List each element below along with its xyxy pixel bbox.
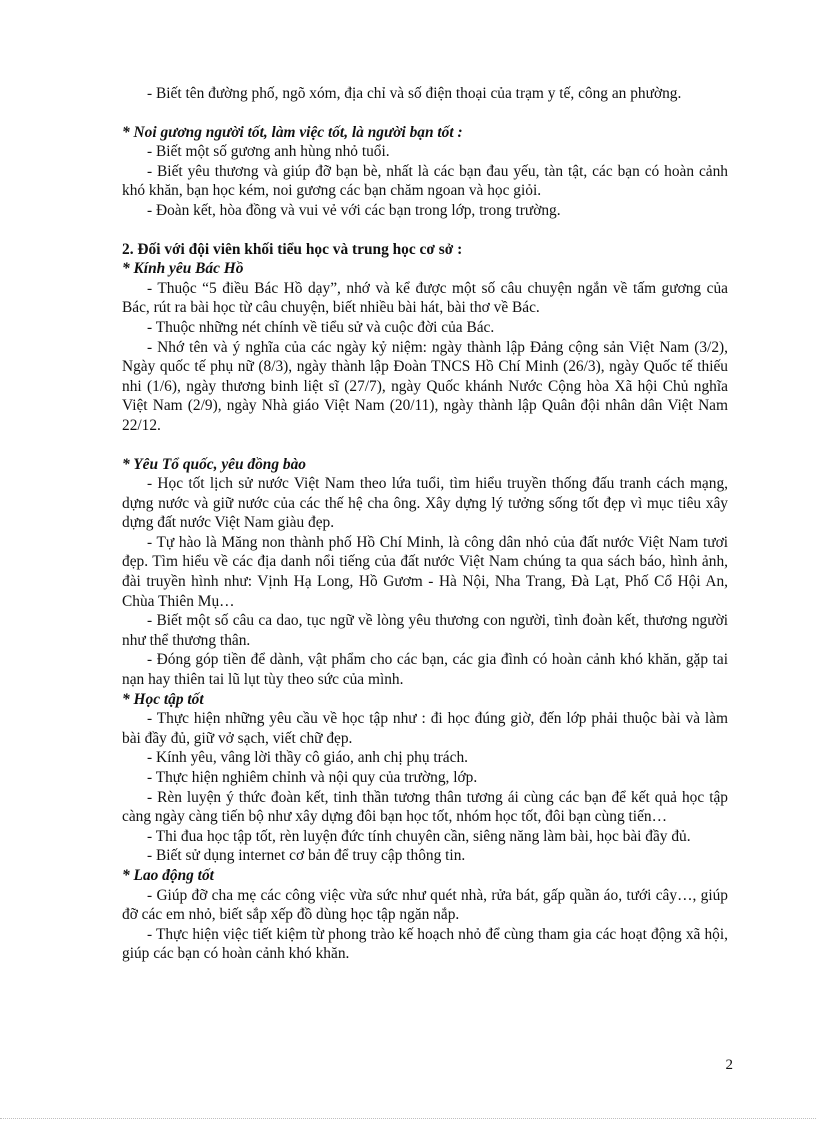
paragraph: - Thuộc “5 điều Bác Hồ dạy”, nhớ và kể được một số câu chuyện ngắn về tấm gương của Bác, rút ra bài học từ câu chuyện, biết nhiều bài hát, bài thơ về Bác. bbox=[122, 279, 728, 317]
paragraph: - Tự hào là Măng non thành phố Hồ Chí Minh, là công dân nhỏ của đất nước Việt Nam tươi đẹp. Tìm hiểu về các địa danh nổi tiếng của đất nước Việt Nam chúng ta qua sách báo, hình ảnh, đài truyền hình như: Vịnh Hạ Long, Hồ Gươm - Hà Nội, Nha Trang, Đà Lạt, Phố Cổ Hội An, Chùa Thiên Mụ… bbox=[122, 533, 728, 610]
spacer bbox=[122, 221, 728, 240]
paragraph: - Nhớ tên và ý nghĩa của các ngày kỷ niệm: ngày thành lập Đảng cộng sản Việt Nam (3/2), Ngày quốc tế phụ nữ (8/3), ngày thành lập Đoàn TNCS Hồ Chí Minh (26/3), ngày Quốc tế thiếu nhi (1/6), ngày thương binh liệt sĩ (27/7), ngày Quốc khánh Nước Cộng hòa Xã hội Chủ nghĩa Việt Nam (2/9), ngày Nhà giáo Việt Nam (20/11), ngày thành lập Quân đội nhân dân Việt Nam 22/12. bbox=[122, 338, 728, 434]
paragraph: - Thực hiện việc tiết kiệm từ phong trào kế hoạch nhỏ để cùng tham gia các hoạt động xã hội, giúp các bạn có hoàn cảnh khó khăn. bbox=[122, 925, 728, 963]
paragraph: - Thi đua học tập tốt, rèn luyện đức tính chuyên cần, siêng năng làm bài, học bài đầy đủ. bbox=[147, 827, 691, 845]
paragraph: - Thuộc những nét chính về tiểu sử và cuộc đời của Bác. bbox=[147, 318, 495, 336]
numbered-heading: 2. Đối với đội viên khối tiểu học và trung học cơ sở : bbox=[122, 240, 463, 258]
paragraph: - Thực hiện những yêu cầu về học tập như : đi học đúng giờ, đến lớp phải thuộc bài và làm bài đầy đủ, giữ vở sạch, viết chữ đẹp. bbox=[122, 710, 728, 747]
section-heading: * Lao động tốt bbox=[122, 866, 214, 884]
paragraph: - Đóng góp tiền để dành, vật phẩm cho các bạn, các gia đình có hoàn cảnh khó khăn, gặp tai nạn hay thiên tai lũ lụt tùy theo sức của mình. bbox=[122, 651, 728, 689]
paragraph: - Rèn luyện ý thức đoàn kết, tinh thần tương thân tương ái cùng các bạn để kết quả học tập càng ngày càng tiến bộ như xây dựng đôi bạn học tốt, nhóm học tốt, đôi bạn cùng tiến… bbox=[122, 788, 728, 826]
page-number: 2 bbox=[725, 1057, 733, 1073]
spacer bbox=[122, 436, 728, 455]
paragraph: - Biết một số gương anh hùng nhỏ tuổi. bbox=[147, 143, 390, 161]
paragraph: - Biết yêu thương và giúp đỡ bạn bè, nhất là các bạn đau yếu, tàn tật, các bạn có hoàn cảnh khó khăn, bạn học kém, noi gương các bạn chăm ngoan và học giỏi. bbox=[122, 162, 728, 200]
paragraph: - Biết một số câu ca dao, tục ngữ về lòng yêu thương con người, tình đoàn kết, thương người như thể thương thân. bbox=[122, 612, 728, 649]
paragraph: - Biết tên đường phố, ngõ xóm, địa chỉ và số điện thoại của trạm y tế, công an phường. bbox=[147, 85, 682, 102]
paragraph: - Biết sử dụng internet cơ bản để truy cập thông tin. bbox=[147, 847, 466, 865]
section-heading: * Kính yêu Bác Hồ bbox=[122, 260, 244, 278]
section-heading: * Yêu Tổ quốc, yêu đồng bào bbox=[122, 455, 306, 473]
paragraph: - Giúp đỡ cha mẹ các công việc vừa sức như quét nhà, rửa bát, gấp quần áo, tưới cây…, giúp đỡ các em nhỏ, biết sắp xếp đồ dùng học tập ngăn nắp. bbox=[122, 886, 728, 924]
section-heading: * Học tập tốt bbox=[122, 690, 204, 708]
paragraph: - Kính yêu, vâng lời thầy cô giáo, anh chị phụ trách. bbox=[147, 749, 468, 767]
page-bottom-divider bbox=[0, 1118, 816, 1119]
section-heading: * Noi gương người tốt, làm việc tốt, là người bạn tốt : bbox=[122, 123, 463, 141]
paragraph: - Học tốt lịch sử nước Việt Nam theo lứa tuổi, tìm hiểu truyền thống đấu tranh cách mạng, dựng nước và giữ nước của các thế hệ cha ông. Xây dựng lý tưởng sống tốt đẹp vì mục tiêu xây dựng đất nước Việt Nam giàu đẹp. bbox=[122, 475, 728, 532]
paragraph: - Đoàn kết, hòa đồng và vui vẻ với các bạn trong lớp, trong trường. bbox=[147, 201, 561, 219]
paragraph: - Thực hiện nghiêm chỉnh và nội quy của trường, lớp. bbox=[147, 769, 478, 786]
spacer bbox=[122, 104, 728, 123]
page-body bbox=[122, 84, 728, 964]
